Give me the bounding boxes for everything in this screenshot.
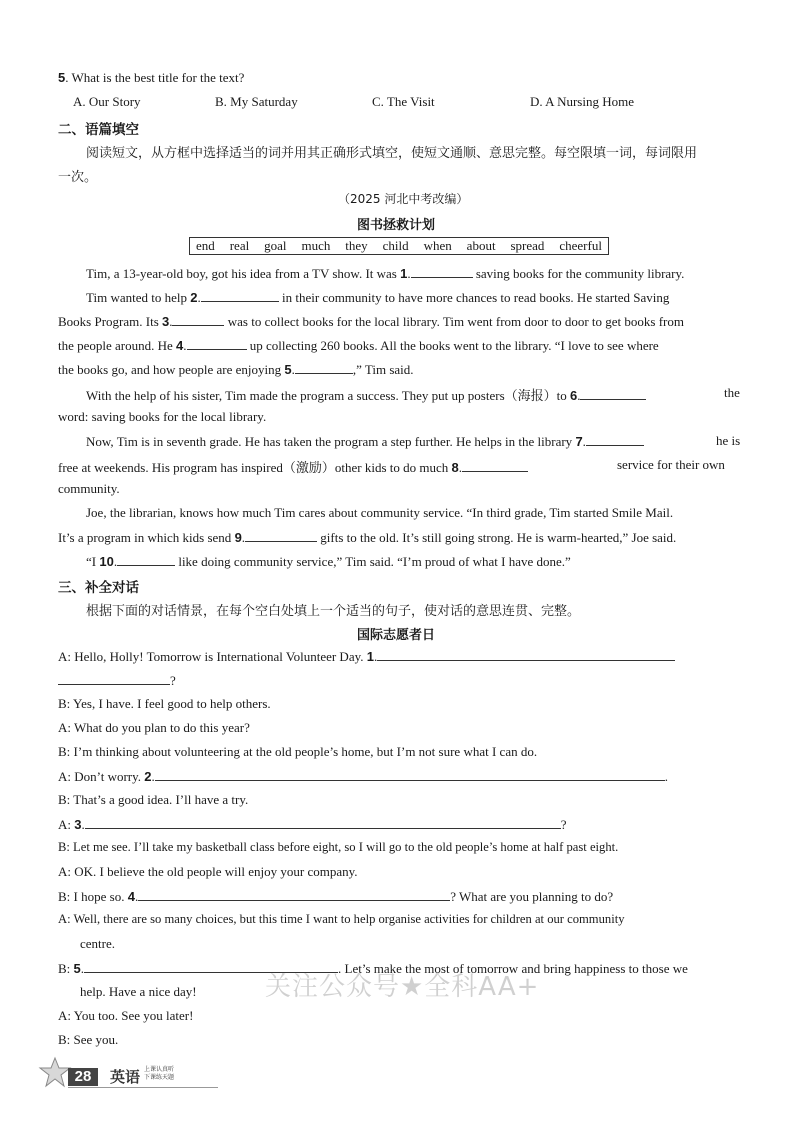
word-item: cheerful [559,238,602,253]
answer-blank[interactable] [155,768,665,781]
word-item: when [423,238,452,253]
answer-blank[interactable] [58,672,170,685]
answer-blank[interactable] [586,433,644,446]
section-2-heading: 二、语篇填空 [58,122,139,138]
passage-line: the books go, and how people are enjoying 5. ,” Tim said. [58,362,414,377]
option-b: B. My Saturday [215,94,298,109]
dialogue-line: B: See you. [58,1032,119,1047]
dialogue-line: help. Have a nice day! [80,984,197,999]
dialogue-line: B: I hope so. 4. ? What are you planning to do? [58,889,614,904]
word-item: real [229,238,250,253]
passage-line: Tim wanted to help 2. in their community to have more chances to read books. He started Saving [86,290,670,305]
footer-divider [68,1087,218,1088]
passage-line: Tim, a 13-year-old boy, got his idea from a TV show. It was 1. saving books for the community library. [86,266,685,281]
answer-blank[interactable] [138,888,450,901]
answer-blank[interactable] [580,387,646,400]
section-2-instruction-1: 阅读短文，从方框中选择适当的词并用其正确形式填空，使短文通顺、意思完整。每空限填一词，每词限用 [86,146,698,161]
blank-number: 5 [284,362,292,377]
footer-slogan: 上课认真听 下课练天题 [144,1066,175,1081]
dialogue-line: centre. [80,936,116,951]
dialogue-line: A: What do you plan to do this year? [58,720,250,735]
passage-line: word: saving books for the local library. [58,409,267,424]
source-note: （2025 河北中考改编） [338,192,469,206]
dialogue-title: 国际志愿者日 [357,628,436,643]
passage-line: “I 10. like doing community service,” Tim said. “I’m proud of what I have done.” [86,554,571,569]
blank-number: 8 [451,460,459,475]
page-footer [38,1056,798,1092]
answer-blank[interactable] [85,816,561,829]
option-d: D. A Nursing Home [530,94,634,109]
blank-number: 1 [366,649,374,664]
blank-number: 10 [99,554,114,569]
section-3-instruction: 根据下面的对话情景，在每个空白处填上一个适当的句子，使对话的意思连贯、完整。 [86,604,581,619]
blank-number: 4 [127,889,135,904]
word-item: goal [264,238,287,253]
dialogue-line: B: Let me see. I’ll take my basketball class before eight, so I will go to the old people’s home at half past eight. [58,840,619,854]
passage-line-end: the [724,385,740,400]
question-text: . What is the best title for the text? [65,70,245,85]
dialogue-line: A: Hello, Holly! Tomorrow is International Volunteer Day. 1. [58,648,675,665]
star-logo-icon [38,1056,72,1090]
blank-number: 3 [74,817,82,832]
answer-blank[interactable] [462,459,528,472]
dialogue-line: A: OK. I believe the old people will enjoy your company. [58,864,358,879]
section-2-instruction-2: 一次。 [58,170,98,185]
passage-line: With the help of his sister, Tim made the program a success. They put up posters（海报）to 6. [86,385,646,404]
option-a: A. Our Story [73,94,141,109]
word-box [189,237,609,255]
passage-title: 图书拯救计划 [357,218,436,233]
word-item: spread [510,238,545,253]
passage-line: Joe, the librarian, knows how much Tim cares about community service. “In third grade, Tim started Smile Mail. [86,505,674,520]
dialogue-line: A: Don’t worry. 2. . [58,769,669,784]
question-5 [58,70,244,86]
passage-line-end: service for their own [617,457,725,472]
dialogue-line: B: I’m thinking about volunteering at the old people’s home, but I’m not sure what I can do. [58,744,538,759]
answer-blank[interactable] [201,289,279,302]
word-item: they [345,238,368,253]
passage-line-end: he is [716,433,741,448]
blank-number: 6 [570,388,578,403]
dialogue-line: A: You too. See you later! [58,1008,194,1023]
passage-line: community. [58,481,120,496]
page-number: 28 [68,1068,98,1086]
dialogue-line: B: Yes, I have. I feel good to help others. [58,696,271,711]
blank-number: 7 [575,434,583,449]
answer-blank[interactable] [117,553,175,566]
option-c: C. The Visit [372,94,435,109]
blank-number: 2 [144,769,152,784]
word-item: child [382,238,409,253]
watermark: 关注公众号★全科AA+ [265,972,540,1002]
subject-label: 英语 [110,1068,141,1086]
blank-number: 5 [73,961,81,976]
passage-line: Books Program. Its 3. was to collect books for the local library. Tim went from door to door to get books from [58,314,684,329]
word-item: much [301,238,331,253]
blank-number: 1 [400,266,408,281]
blank-number: 3 [162,314,170,329]
dialogue-line: B: 5. . Let’s make the most of tomorrow and bring happiness to those we [58,961,688,976]
dialogue-line: A: 3. ? [58,817,567,832]
answer-blank[interactable] [187,337,247,350]
answer-blank[interactable] [411,265,473,278]
blank-number: 2 [190,290,198,305]
blank-number: 4 [176,338,184,353]
answer-blank[interactable] [295,361,353,374]
word-item: end [196,238,215,253]
passage-line: free at weekends. His program has inspired（激励）other kids to do much 8. [58,457,528,476]
passage-line: It’s a program in which kids send 9. gifts to the old. It’s still going strong. He is warm-hearted,” Joe said. [58,530,677,545]
passage-line: the people around. He 4. up collecting 260 books. All the books went to the library. “I love to see where [58,338,659,353]
dialogue-line: ? [58,672,176,689]
answer-blank[interactable] [377,648,675,661]
question-number: 5 [58,70,66,85]
answer-blank[interactable] [172,313,224,326]
dialogue-line: A: Well, there are so many choices, but this time I want to help organise activities for children at our community [58,912,625,926]
dialogue-line: B: That’s a good idea. I’ll have a try. [58,792,249,807]
section-3-heading: 三、补全对话 [58,580,139,596]
answer-blank[interactable] [245,529,317,542]
blank-number: 9 [234,530,242,545]
passage-line: Now, Tim is in seventh grade. He has taken the program a step further. He helps in the library 7. [86,433,644,450]
word-item: about [466,238,496,253]
